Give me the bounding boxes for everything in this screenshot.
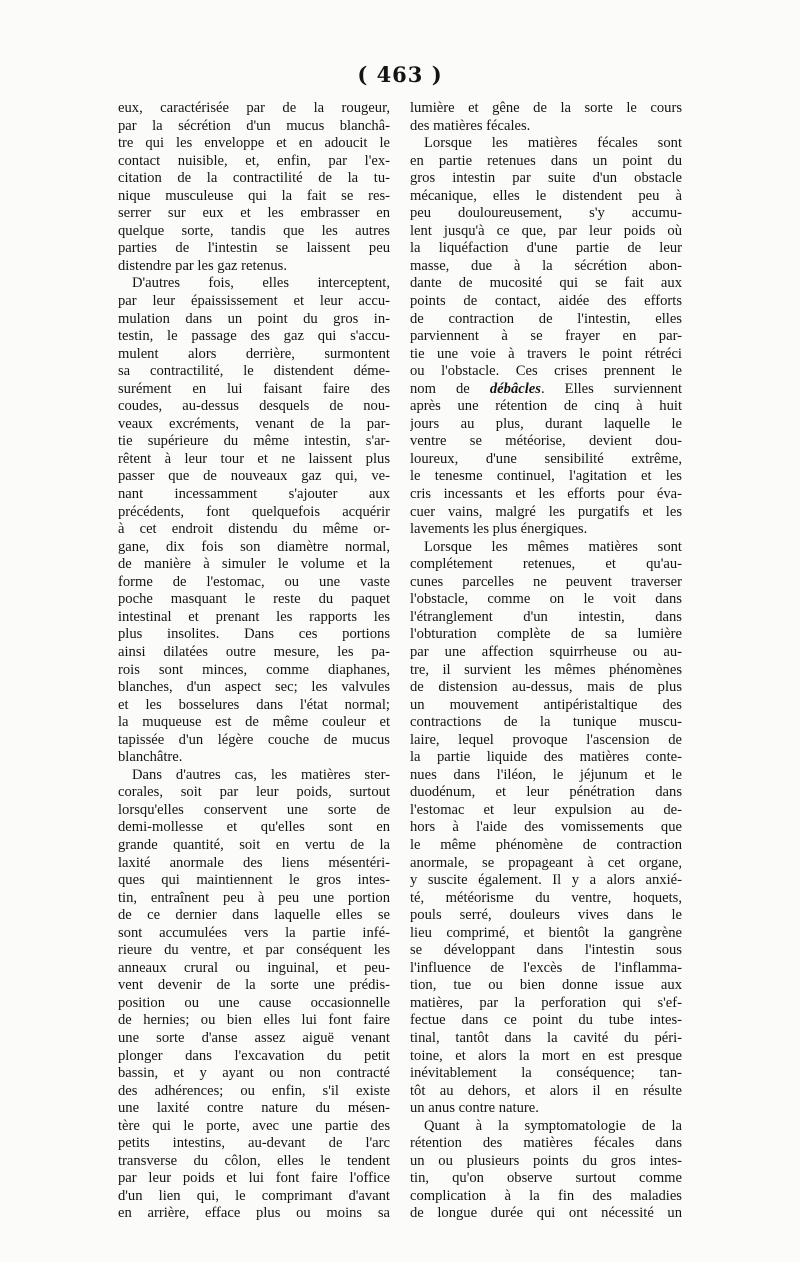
text-line: l'étranglement d'un intestin, dans [410,608,682,625]
text-line: par leur épaississement et leur accu- [118,293,390,310]
text-line: rêtent à leur tour et ne laissent plus [118,450,390,467]
text-line: après une rétention de cinq à huit [410,398,682,415]
text-line: plus insolites. Dans ces portions [118,626,390,643]
text-line: mulation dans un point du gros in- [118,310,390,327]
text-line: toine, et alors la mort en est presque [410,1047,682,1064]
text-line: quelque sorte, tandis que les autres [118,222,390,239]
text-line: grande quantité, soit en vertu de la [118,836,390,853]
text-line: de contraction de l'intestin, elles [410,310,682,327]
text-line: l'obturation complète de sa lumière [410,626,682,643]
text-line: loureux, d'une sensibilité extrême, [410,450,682,467]
text-line: poche masquant le reste du paquet [118,591,390,608]
text-line: précédents, font quelquefois acquérir [118,503,390,520]
text-line: cuer vains, malgré les purgatifs et les [410,503,682,520]
text-line: surément en lui faisant faire des [118,380,390,397]
text-line: serrer sur eux et les embrasser en [118,205,390,222]
text-line: y suscite également. Il y a alors anxié- [410,872,682,889]
text-line: cris incessants et les efforts pour éva- [410,486,682,503]
text-line: Lorsque les mêmes matières sont [424,538,682,555]
text-line: transverse du côlon, elles le tendent [118,1152,390,1169]
text-line: laxité anormale des liens mésentéri- [118,854,390,871]
text-line: tre qui les enveloppe et en adoucit le [118,135,390,152]
text-line: coudes, au-dessus desquels de nou- [118,398,390,415]
text-line: la muqueuse est de même couleur et [118,714,390,731]
text-line: citation de la contractilité de la tu- [118,170,390,187]
text-line: parviennent à se frayer en par- [410,328,682,345]
text-line: ventre se météorise, devient dou- [410,433,682,450]
text-line: matières, par la perforation qui s'ef- [410,994,682,1011]
text-line: dante de mucosité qui se fait aux [410,275,682,292]
text-line: blanches, d'un aspect sec; les valvules [118,679,390,696]
text-line: de longue durée qui ont nécessité un [410,1205,682,1222]
text-line: anneaux crural ou inguinal, et peu- [118,959,390,976]
text-line: lorsqu'elles conservent une sorte de [118,801,390,818]
text-line: corales, soit par leur poids, surtout [118,784,390,801]
text-line: points de contact, aidée des efforts [410,293,682,310]
text-line: sont accumulées vers la partie infé- [118,924,390,941]
text-line: une sorte d'anse assez aiguë venant [118,1029,390,1046]
text-line: par la sécrétion d'un mucus blanchâ- [118,117,390,134]
text-line: lumière et gêne de la sorte le cours [410,100,682,116]
text-line: Quant à la symptomatologie de la [424,1117,682,1134]
text-line: la partie liquide des matières conte- [410,749,682,766]
text-line: position ou une cause occasionnelle [118,994,390,1011]
text-line: lavements les plus énergiques. [410,521,588,538]
text-line: un anus contre nature. [410,1100,539,1117]
text-line: petits intestins, au-devant de l'arc [118,1135,390,1152]
text-line: parties de l'intestin se laissent peu [118,240,390,257]
text-line: tère qui le porte, avec une partie des [118,1117,390,1134]
text-line: tin, qu'on observe surtout comme [410,1170,682,1187]
page-number: ( 463 ) [357,62,443,87]
text-line: pouls serré, douleurs vives dans le [410,907,682,924]
text-line: la liquéfaction d'une partie de leur [410,240,682,257]
text-line: jours au plus, durant laquelle le [410,415,682,432]
text-line: complétement retenues, et qu'au- [410,556,682,573]
text-line: de manière à simuler le volume et la [118,556,390,573]
text-line: gros intestin par suite d'un obstacle [410,170,682,187]
text-line: le tenesme continuel, l'agitation et les [410,468,682,485]
text-line: en arrière, efface plus ou moins sa [118,1205,390,1222]
text-line: rois sont minces, comme diaphanes, [118,661,390,678]
text-line: nant incessamment s'ajouter aux [118,486,390,503]
right-text-column [410,100,682,1223]
text-line: un mouvement antipéristaltique des [410,696,682,713]
text-line: se développant dans l'intestin sous [410,942,682,959]
text-line: hors à l'aide des vomissements que [410,819,682,836]
text-line: testin, le passage des gaz qui s'accu- [118,328,390,345]
text-line: en partie retenues dans un point du [410,152,682,169]
text-line: passer que de nouveaux gaz qui, ve- [118,468,390,485]
text-line: gane, dix fois son diamètre normal, [118,538,390,555]
text-line: et les bosselures dans l'état normal; [118,696,390,713]
text-line: mécanique, elles le distendent peu à [410,187,682,204]
text-line: plonger dans l'excavation du petit [118,1047,390,1064]
text-line: lent jusqu'à ce que, par leur poids où [410,222,682,239]
text-line: une laxité contre nature du mésen- [118,1100,390,1117]
text-line: ainsi dilatées outre mesure, les pa- [118,643,390,660]
text-line: tinal, tantôt dans la cavité du péri- [410,1029,682,1046]
text-line: rétention des matières fécales dans [410,1135,682,1152]
text-line: intestinal et prenant les rapports les [118,608,390,625]
text-line: mulent alors derrière, surmontent [118,345,390,362]
text-line: tie une voie à travers le point rétréci [410,345,682,362]
text-line: tion, tue ou bien donne issue aux [410,977,682,994]
text-line: masse, due à la sécrétion abon- [410,257,682,274]
text-line: contractions de la tunique muscu- [410,714,682,731]
text-line: par une affection squirrheuse ou au- [410,643,682,660]
text-line: contact nuisible, et, enfin, par l'ex- [118,152,390,169]
text-line: un ou plusieurs points du gros intes- [410,1152,682,1169]
text-line: tapissée d'un légère couche de mucus [118,731,390,748]
text-line: veaux excréments, venant de la par- [118,415,390,432]
text-line: forme de l'estomac, ou une vaste [118,573,390,590]
italic-term: débâcles [489,380,541,397]
text-line: té, météorisme du ventre, hoquets, [410,889,682,906]
text-line: nues dans l'iléon, le jéjunum et le [410,766,682,783]
text-line: l'estomac et leur expulsion au de- [410,801,682,818]
text-run: . Elles surviennent [540,380,682,397]
text-line: nique musculeuse qui la fait se res- [118,187,390,204]
text-line: anormale, se propageant à cet organe, [410,854,682,871]
text-line: lieu comprimé, et bientôt la gangrène [410,924,682,941]
text-line: complication à la fin des maladies [410,1187,682,1204]
text-line: ques qui maintiennent le gros intes- [118,872,390,889]
text-line: par leur poids et lui font faire l'office [118,1170,390,1187]
text-line: l'obstacle, comme on le voit dans [410,591,682,608]
text-line: inévitablement la conséquence; tan- [410,1065,682,1082]
text-run: nom de [410,380,490,397]
text-line: de ce dernier dans laquelle elles se [118,907,390,924]
text-line: sa contractilité, le distendent déme- [118,363,390,380]
text-line: fectue dans ce point du tube intes- [410,1012,682,1029]
text-line: laire, lequel provoque l'ascension de [410,731,682,748]
text-line: eux, caractérisée par de la rougeur, [118,100,390,116]
text-line: ou l'obstacle. Ces crises prennent le [410,363,682,380]
text-line: blanchâtre. [118,749,183,766]
text-line: vent devenir de la sorte une prédis- [118,977,390,994]
left-text-column [118,100,390,1223]
text-line: tôt au dehors, et alors il en résulte [410,1082,682,1099]
text-line: Lorsque les matières fécales sont [424,135,682,152]
text-line: cunes parcelles ne peuvent traverser [410,573,682,590]
text-line: de hernies; ou bien elles lui font faire [118,1012,390,1029]
text-line: l'influence de l'excès de l'inflamma- [410,959,682,976]
text-line: distendre par les gaz retenus. [118,257,287,274]
text-line: Dans d'autres cas, les matières ster- [132,766,390,783]
text-line: tin, entraînent peu à peu une portion [118,889,390,906]
text-line [410,381,682,399]
text-line: à cet endroit distendu du même or- [118,521,390,538]
text-line: le même phénomène de contraction [410,836,682,853]
text-line: rieure du ventre, et par conséquent les [118,942,390,959]
text-line: D'autres fois, elles interceptent, [132,275,390,292]
text-line: des matières fécales. [410,117,531,134]
text-line: demi-mollesse et qu'elles sont en [118,819,390,836]
text-line: tie supérieure du même intestin, s'ar- [118,433,390,450]
text-line: des adhérences; ou enfin, s'il existe [118,1082,390,1099]
text-line: de distension au-dessus, mais de plus [410,679,682,696]
text-line: tre, il survient les mêmes phénomènes [410,661,682,678]
text-line: peu douloureusement, s'y accumu- [410,205,682,222]
text-line: d'un lien qui, le comprimant d'avant [118,1187,390,1204]
text-line: duodénum, et leur pénétration dans [410,784,682,801]
text-line: bassin, et y ayant ou non contracté [118,1065,390,1082]
